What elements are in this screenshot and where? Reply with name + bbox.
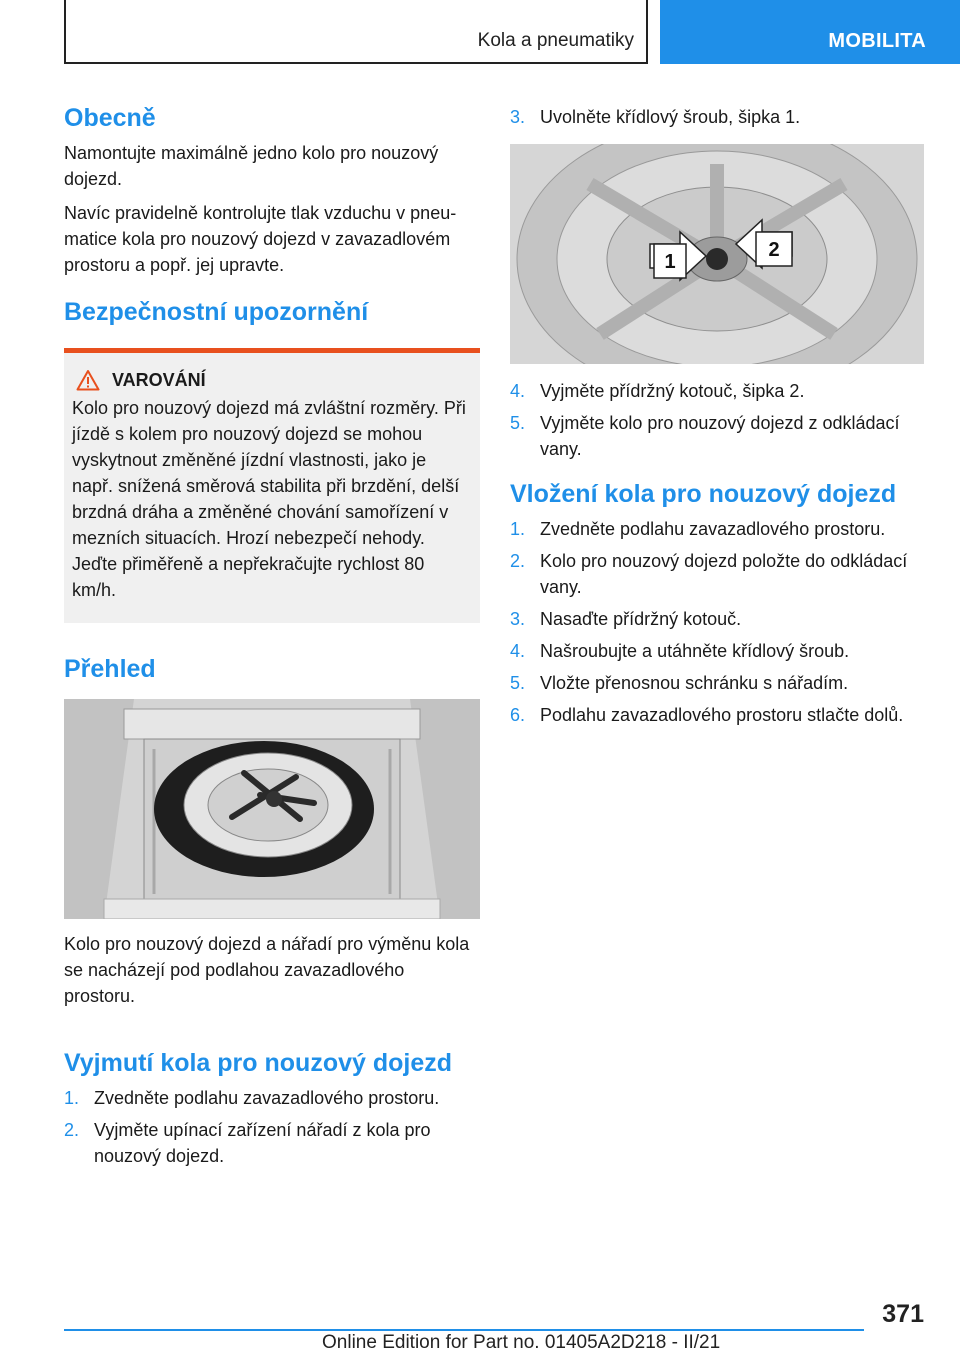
warning-text: Kolo pro nouzový dojezd má zvláštní rozměry. Při jízdě s kolem pro nouzový dojezd se mohou vyskytnout změněné jízdní vlastnosti, jako je např. snížená směrová stabilita při brzdění, delší brzdná dráha a změněné chování samořízení v mezních situacích. Hrozí nebezpečí nehody. Jeďte přiměřeně a nepřekračujte rychlost 80 km/h. xyxy=(72,398,466,600)
list-item: 6. Podlahu zavazadlového prostoru stlačte dolů. xyxy=(510,705,904,725)
warning-header xyxy=(72,369,472,391)
list-item: 5. Vyjměte kolo pro nouzový dojezd z odkládací vany. xyxy=(510,413,900,459)
overview-caption: Kolo pro nouzový dojezd a nářadí pro výměnu kola se nacházejí pod podlahou zavazadlového prostoru. xyxy=(64,934,470,1006)
image-label-1: 1 xyxy=(664,251,676,273)
list-item: 2. Vyjměte upínací zařízení nářadí z kola pro nouzový dojezd. xyxy=(64,1120,431,1166)
paragraph-obecne-1: Namontujte maximálně jedno kolo pro nouzový dojezd. xyxy=(64,143,439,189)
header-chapter-label: MOBILITA xyxy=(828,30,926,52)
list-item: 2. Kolo pro nouzový dojezd položte do odkládací vany. xyxy=(510,551,908,597)
trunk-spare-wheel-photo xyxy=(64,699,480,919)
heading-insert-spare: Vložení kola pro nouzový dojezd xyxy=(510,480,897,508)
wheel-illustration xyxy=(510,144,924,364)
right-column xyxy=(510,100,924,734)
list-item: 5. Vložte přenosnou schránku s nářadím. xyxy=(510,673,849,693)
footer-edition: Online Edition for Part no. 01405A2D218 - II/21 xyxy=(322,1332,721,1353)
insert-steps-list xyxy=(510,516,924,728)
heading-remove-spare: Vyjmutí kola pro nouzový dojezd xyxy=(64,1049,453,1077)
trunk-illustration xyxy=(64,699,480,919)
remove-steps-list xyxy=(64,1085,480,1169)
heading-safety: Bezpečnostní upozornění xyxy=(64,298,369,326)
list-item: 3. Nasaďte přídržný kotouč. xyxy=(510,609,742,629)
footer-divider xyxy=(64,1329,864,1331)
left-column xyxy=(64,100,480,1175)
wheel-bolt-photo xyxy=(510,144,924,364)
heading-overview: Přehled xyxy=(64,655,156,683)
warning-box xyxy=(64,348,480,623)
warning-title: VAROVÁNÍ xyxy=(112,369,206,390)
list-item: 1. Zvedněte podlahu zavazadlového prostoru. xyxy=(510,519,886,539)
paragraph-obecne-2: Navíc pravidelně kontrolujte tlak vzduchu v pneumatice kola pro nouzový dojezd v zavazadlovém prostoru a popř. jej upravte. xyxy=(64,203,457,275)
list-item: 1. Zvedněte podlahu zavazadlového prostoru. xyxy=(64,1088,440,1108)
warning-triangle-icon xyxy=(76,369,100,391)
list-item: 4. Našroubujte a utáhněte křídlový šroub. xyxy=(510,641,850,661)
list-item: 3. Uvolněte křídlový šroub, šipka 1. xyxy=(510,107,801,127)
remove-steps-continued xyxy=(510,104,924,130)
image-label-2: 2 xyxy=(768,239,780,261)
header-section-box xyxy=(64,0,648,64)
header-section-title: Kola a pneumatiky xyxy=(477,30,634,51)
page-number: 371 xyxy=(882,1300,924,1328)
header-chapter-tab xyxy=(660,0,960,64)
heading-obecne: Obecně xyxy=(64,104,156,132)
remove-steps-final xyxy=(510,378,924,462)
list-item: 4. Vyjměte přídržný kotouč, šipka 2. xyxy=(510,381,805,401)
